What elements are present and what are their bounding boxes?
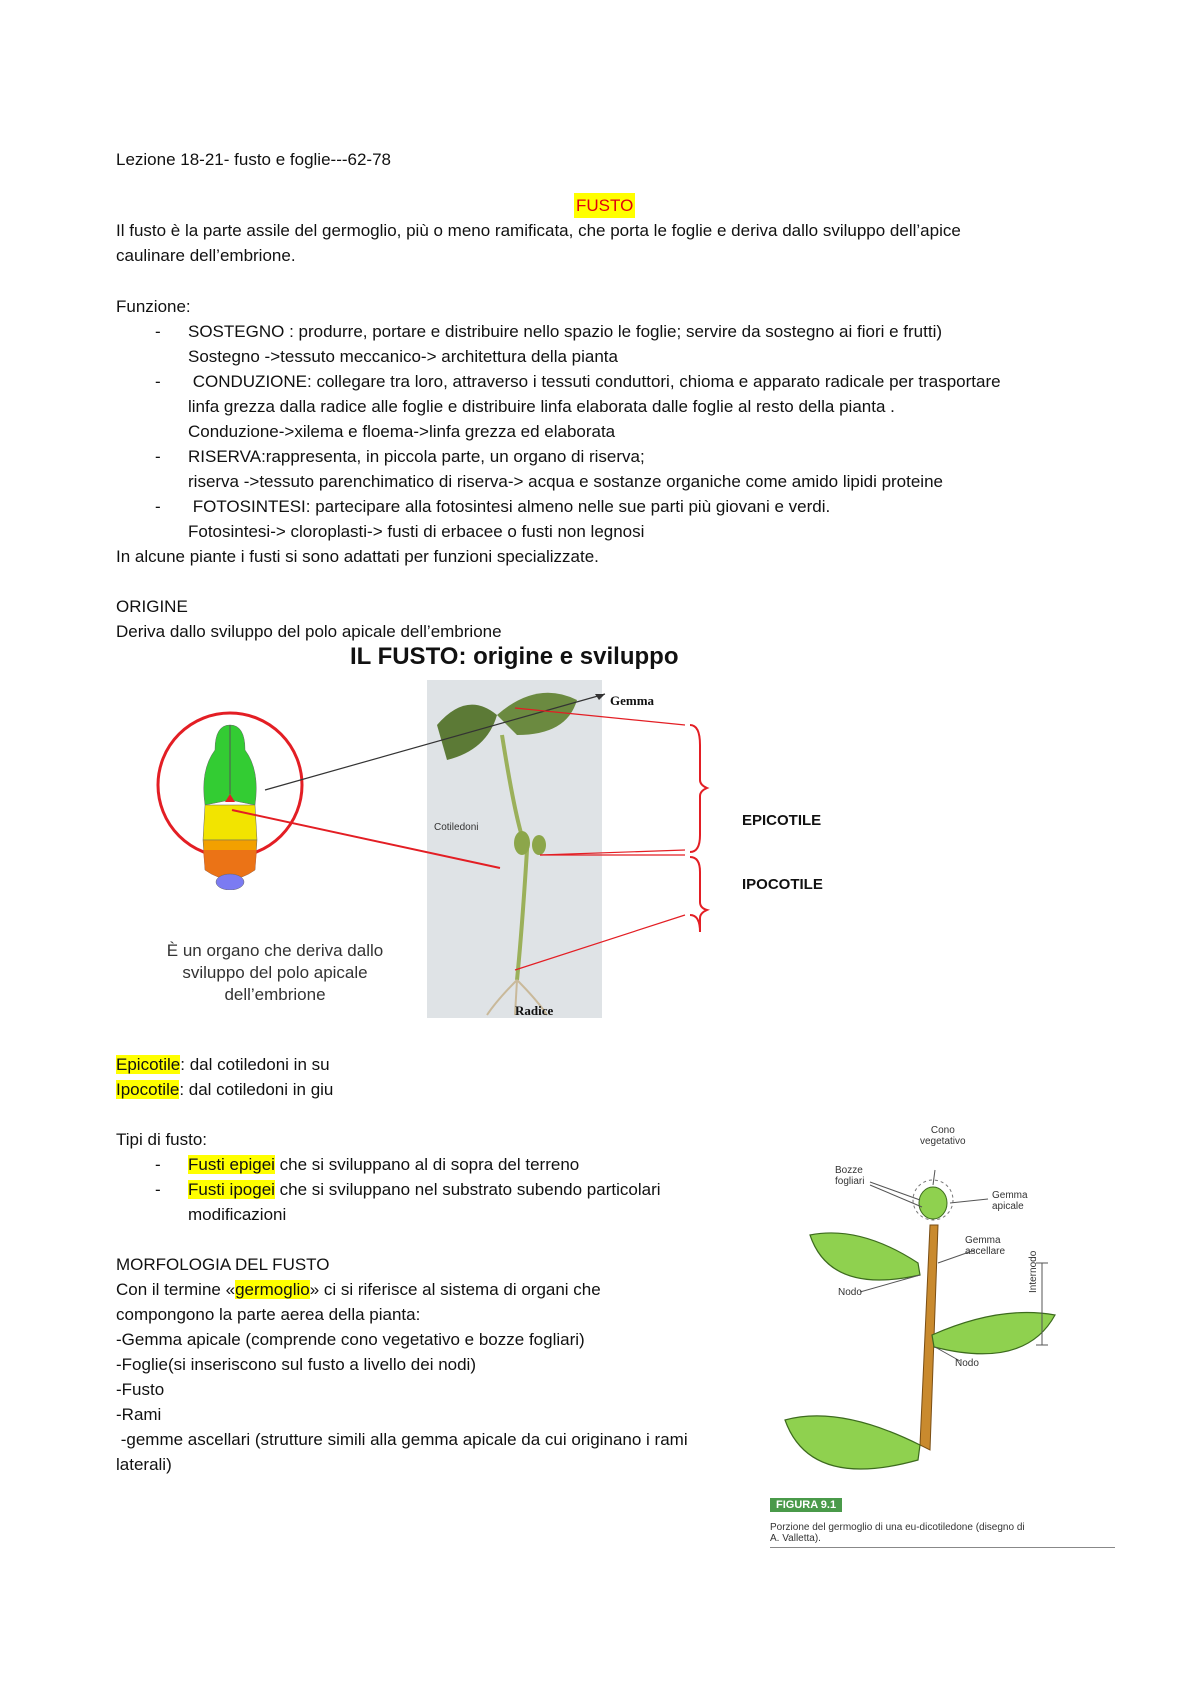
caption-line: sviluppo del polo apicale (182, 963, 368, 982)
tipi-label: Tipi di fusto: (116, 1130, 208, 1149)
ipocotile-label: IPOCOTILE (742, 876, 823, 893)
definition-epicotile (116, 1052, 330, 1077)
fusto-definition-line1: Il fusto è la parte assile del germoglio, più o meno ramificata, che porta le foglie e deriva dallo sviluppo dell’apice (116, 221, 961, 240)
morfologia-intro-line2: compongono la parte aerea della pianta: (116, 1305, 421, 1324)
intro-text: » ci si riferisce al sistema di organi che (309, 1280, 601, 1299)
label-line: Cono (930, 1125, 955, 1136)
label-line: ascellare (965, 1246, 1006, 1257)
definition-text: : dal cotiledoni in giu (179, 1080, 334, 1099)
definition-text: : dal cotiledoni in su (180, 1055, 330, 1074)
figure-fusto-origine (115, 640, 860, 1020)
funzione-item-riserva-detail: riserva ->tessuto parenchimatico di riserva-> acqua e sostanze organiche come amido lipidi proteine (188, 472, 943, 491)
morfologia-list-item-line2: laterali) (116, 1455, 172, 1474)
origine-text: Deriva dallo sviluppo del polo apicale dell’embrione (116, 622, 502, 641)
figure-germoglio (770, 1115, 1115, 1545)
funzione-item-sostegno: SOSTEGNO : produrre, portare e distribuire nello spazio le foglie; servire da sostegno ai fiori e frutti) (188, 322, 943, 341)
gemma-label: Gemma (610, 693, 655, 708)
list-bullet: - (155, 447, 161, 466)
morfologia-list-item: -Gemma apicale (comprende cono vegetativo e bozze fogliari) (116, 1330, 585, 1349)
gemma-ascellare-label (965, 1235, 1005, 1257)
origine-heading: ORIGINE (116, 597, 188, 616)
definition-term: Epicotile (116, 1055, 181, 1074)
tipi-item-ipogei (188, 1177, 661, 1202)
intro-text: Con il termine « (116, 1280, 236, 1299)
section-heading-fusto: FUSTO (574, 193, 635, 218)
label-line: Gemma (965, 1235, 1001, 1246)
figure-caption (135, 940, 415, 1006)
intro-term: germoglio (235, 1280, 310, 1299)
tipi-text: che si sviluppano nel substrato subendo particolari (274, 1180, 661, 1199)
cotiledoni-label: Cotiledoni (434, 822, 479, 833)
list-bullet: - (155, 1155, 161, 1174)
funzione-item-sostegno-detail: Sostegno ->tessuto meccanico-> architettura della pianta (188, 347, 618, 366)
figure-title: IL FUSTO: origine e sviluppo (350, 643, 679, 670)
cono-vegetativo-label (920, 1125, 966, 1147)
morfologia-list-item: -Fusto (116, 1380, 165, 1399)
figure-caption-line: A. Valletta). (770, 1533, 821, 1544)
morfologia-intro (116, 1277, 601, 1302)
radice-label: Radice (515, 1003, 554, 1018)
caption-rule (770, 1547, 1115, 1548)
list-bullet: - (155, 1180, 161, 1199)
label-line: Bozze (835, 1165, 863, 1176)
list-bullet: - (155, 322, 161, 341)
bozze-fogliari-label (835, 1165, 864, 1187)
funzione-item-fotosintesi-detail: Fotosintesi-> cloroplasti-> fusti di erbacee o fusti non legnosi (188, 522, 645, 541)
fusto-definition-line2: caulinare dell’embrione. (116, 246, 296, 265)
funzione-label: Funzione: (116, 297, 191, 316)
figure-tag: FIGURA 9.1 (770, 1498, 842, 1512)
list-bullet: - (155, 372, 161, 391)
internodo-label: Internodo (1028, 1250, 1039, 1293)
tipi-term: Fusti ipogei (188, 1180, 275, 1199)
funzione-item-riserva: RISERVA:rappresenta, in piccola parte, un organo di riserva; (188, 447, 645, 466)
tipi-text: che si sviluppano al di sopra del terreno (274, 1155, 580, 1174)
funzione-item-fotosintesi: FOTOSINTESI: partecipare alla fotosintesi almeno nelle sue parti più giovani e verdi. (188, 497, 831, 516)
morfologia-list-item: -Foglie(si inseriscono sul fusto a livello dei nodi) (116, 1355, 476, 1374)
label-line: apicale (992, 1201, 1024, 1212)
funzione-item-conduzione-detail: Conduzione->xilema e floema->linfa grezza ed elaborata (188, 422, 616, 441)
label-line: vegetativo (920, 1136, 966, 1147)
tipi-term: Fusti epigei (188, 1155, 275, 1174)
tipi-item-ipogei-line2: modificazioni (188, 1205, 287, 1224)
morfologia-heading: MORFOLOGIA DEL FUSTO (116, 1255, 330, 1274)
tipi-item-epigei (188, 1152, 579, 1177)
germoglio-drawing (770, 1115, 1115, 1495)
funzione-item-conduzione: CONDUZIONE: collegare tra loro, attraverso i tessuti conduttori, chioma e apparato radicale per trasportare (188, 372, 1001, 391)
morfologia-list-item: -gemme ascellari (strutture simili alla gemma apicale da cui originano i rami (116, 1430, 688, 1449)
figure-caption-line: Porzione del germoglio di una eu-dicotiledone (disegno di (770, 1522, 1025, 1533)
definition-term: Ipocotile (116, 1080, 180, 1099)
label-line: fogliari (835, 1176, 865, 1187)
gemma-apicale-label (992, 1190, 1028, 1212)
morfologia-list-item: -Rami (116, 1405, 162, 1424)
nodo-label: Nodo (955, 1358, 979, 1369)
definition-ipocotile (116, 1077, 333, 1102)
funzione-closing: In alcune piante i fusti si sono adattati per funzioni specializzate. (116, 547, 599, 566)
nodo-label: Nodo (838, 1287, 862, 1298)
funzione-item-conduzione-line2: linfa grezza dalla radice alle foglie e distribuire linfa elaborata dalle foglie al resto della pianta . (188, 397, 895, 416)
list-bullet: - (155, 497, 161, 516)
caption-line: È un organo che deriva dallo (166, 941, 384, 960)
caption-line: dell’embrione (224, 985, 326, 1004)
figure-caption-block (770, 1490, 1115, 1548)
lesson-title: Lezione 18-21- fusto e foglie---62-78 (116, 150, 391, 169)
epicotile-label: EPICOTILE (742, 812, 822, 829)
label-line: Gemma (992, 1190, 1028, 1201)
